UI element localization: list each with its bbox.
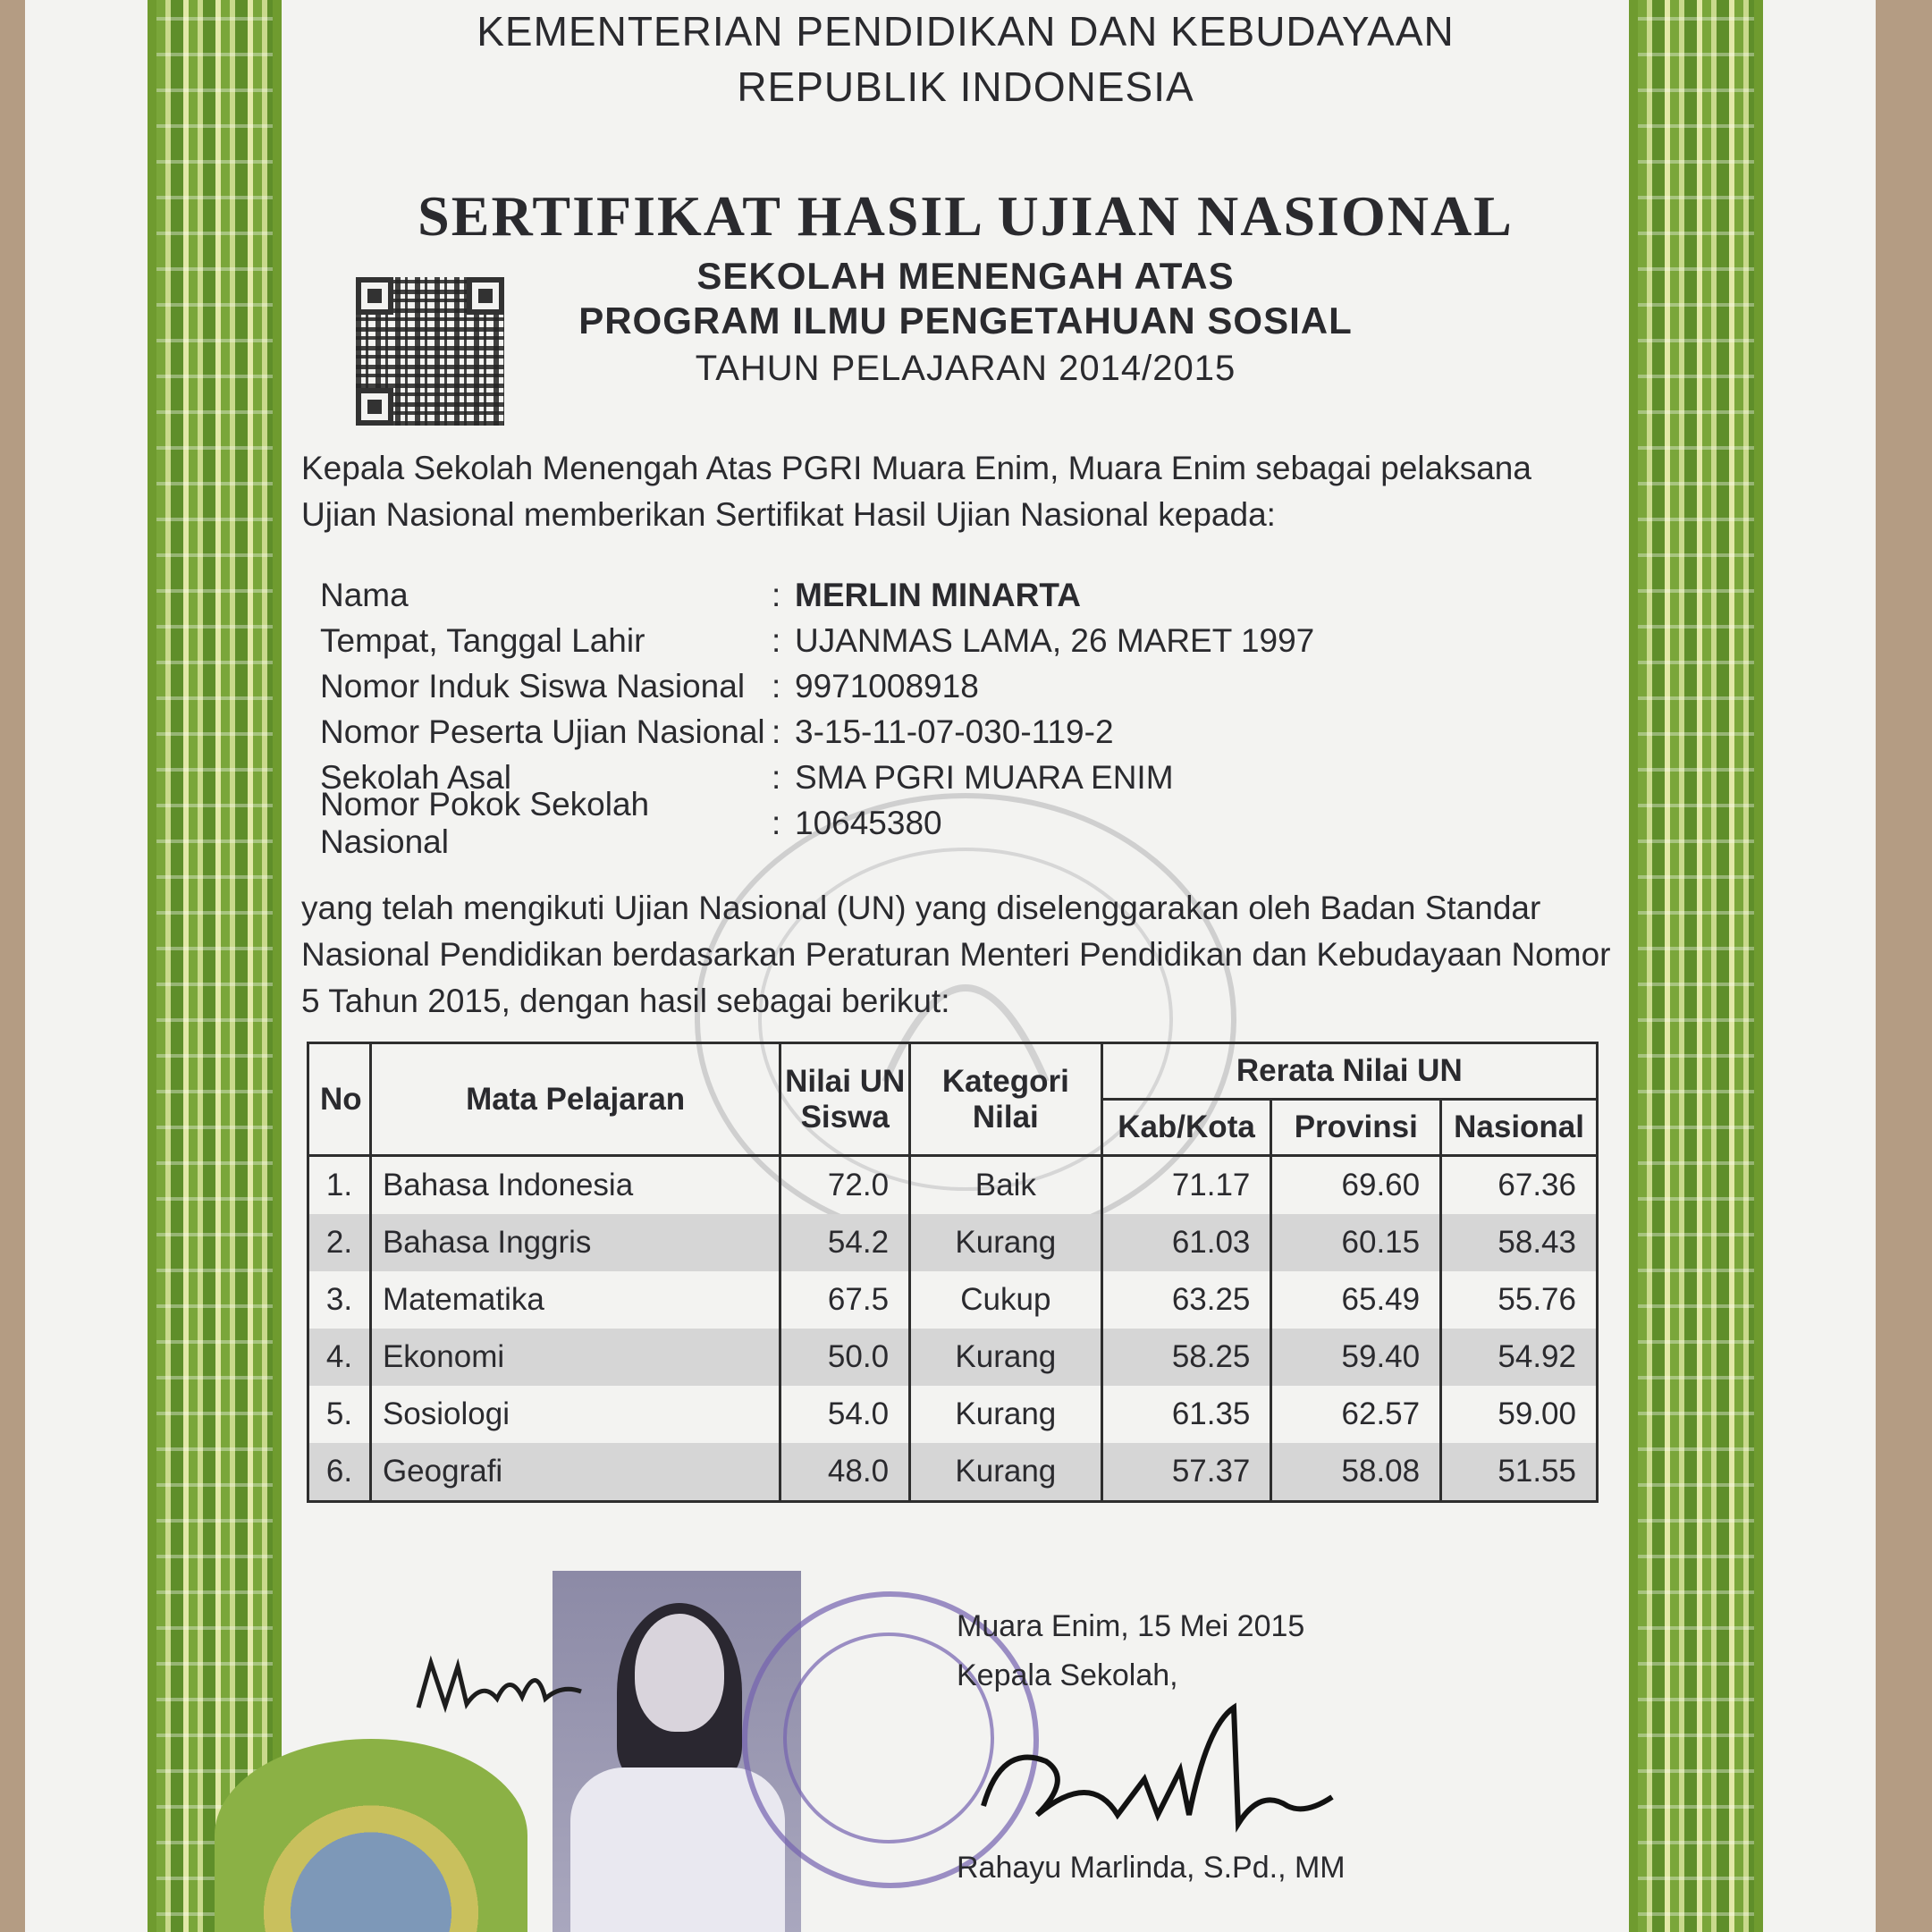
signer-role: Kepala Sekolah,	[957, 1658, 1178, 1692]
npsn-value: 10645380	[795, 804, 942, 841]
student-signature	[411, 1645, 590, 1725]
field-colon: :	[772, 758, 781, 796]
cell-category: Kurang	[910, 1386, 1102, 1443]
cell-nas: 59.00	[1441, 1386, 1598, 1443]
study-program: PROGRAM ILMU PENGETAHUAN SOSIAL	[578, 300, 1353, 342]
field-label: Tempat, Tanggal Lahir	[320, 621, 645, 659]
cell-prov: 65.49	[1271, 1271, 1441, 1329]
cell-no: 1.	[308, 1156, 371, 1215]
field-colon: :	[772, 667, 781, 704]
cell-score: 67.5	[780, 1271, 910, 1329]
cell-kab: 63.25	[1101, 1271, 1271, 1329]
field-row-name	[320, 572, 1314, 618]
table-row	[308, 1386, 1598, 1443]
cell-category: Kurang	[910, 1329, 1102, 1386]
col-header-subject: Mata Pelajaran	[370, 1043, 780, 1156]
table-row	[308, 1214, 1598, 1271]
cell-nas: 51.55	[1441, 1443, 1598, 1502]
cell-subject: Geografi	[370, 1443, 780, 1502]
cell-prov: 60.15	[1271, 1214, 1441, 1271]
ministry-line-2: REPUBLIK INDONESIA	[737, 63, 1194, 110]
cell-subject: Matematika	[370, 1271, 780, 1329]
cell-subject: Ekonomi	[370, 1329, 780, 1386]
ministry-line-1: KEMENTERIAN PENDIDIKAN DAN KEBUDAYAAN	[477, 8, 1455, 55]
field-colon: :	[772, 804, 781, 841]
signer-name: Rahayu Marlinda, S.Pd., MM	[957, 1851, 1346, 1885]
table-row	[308, 1156, 1598, 1215]
col-header-average-group: Rerata Nilai UN	[1101, 1043, 1597, 1100]
field-colon: :	[772, 576, 781, 613]
hologram-seal	[215, 1739, 527, 1932]
exam-number-value: 3-15-11-07-030-119-2	[795, 713, 1114, 750]
col-header-provinsi: Provinsi	[1271, 1100, 1441, 1156]
cell-no: 4.	[308, 1329, 371, 1386]
intro-paragraph: Kepala Sekolah Menengah Atas PGRI Muara Enim, Muara Enim sebagai pelaksana Ujian Nasional memberikan Sertifikat Hasil Ujian Nasional kepada:	[301, 450, 1531, 533]
field-row-npsn	[320, 785, 1314, 860]
cell-kab: 57.37	[1101, 1443, 1271, 1502]
cell-nas: 55.76	[1441, 1271, 1598, 1329]
col-header-kab-kota: Kab/Kota	[1101, 1100, 1271, 1156]
cell-no: 2.	[308, 1214, 371, 1271]
cell-subject: Bahasa Inggris	[370, 1214, 780, 1271]
cell-nas: 54.92	[1441, 1329, 1598, 1386]
cell-category: Kurang	[910, 1214, 1102, 1271]
field-row-nisn	[320, 663, 1314, 709]
cell-kab: 58.25	[1101, 1329, 1271, 1386]
cell-category: Kurang	[910, 1443, 1102, 1502]
cell-score: 50.0	[780, 1329, 910, 1386]
birth-place-date: UJANMAS LAMA, 26 MARET 1997	[795, 621, 1315, 659]
cell-prov: 69.60	[1271, 1156, 1441, 1215]
cell-score: 72.0	[780, 1156, 910, 1215]
qr-finder-bottom-left	[356, 388, 393, 426]
cell-kab: 61.03	[1101, 1214, 1271, 1271]
qr-finder-top-right	[467, 277, 504, 315]
field-row-birth	[320, 618, 1314, 663]
cell-subject: Bahasa Indonesia	[370, 1156, 780, 1215]
cell-score: 48.0	[780, 1443, 910, 1502]
col-header-category: Kategori Nilai	[910, 1043, 1102, 1156]
cell-score: 54.2	[780, 1214, 910, 1271]
field-label: Nama	[320, 576, 409, 613]
student-details	[320, 572, 1315, 860]
cell-prov: 58.08	[1271, 1443, 1441, 1502]
results-intro-paragraph: yang telah mengikuti Ujian Nasional (UN) yang diselenggarakan oleh Badan Standar Nasional Pendidikan berdasarkan Peraturan Menteri Pendidikan dan Kebudayaan Nomor 5 Tahun 2015, dengan hasil sebagai berikut:	[301, 890, 1611, 1019]
field-label: Nomor Induk Siswa Nasional	[320, 667, 746, 704]
table-row	[308, 1329, 1598, 1386]
table-row	[308, 1443, 1598, 1502]
certificate-title: SERTIFIKAT HASIL UJIAN NASIONAL	[418, 184, 1514, 248]
principal-signature	[966, 1690, 1341, 1869]
cell-prov: 59.40	[1271, 1329, 1441, 1386]
qr-finder-top-left	[356, 277, 393, 315]
school-level: SEKOLAH MENENGAH ATAS	[696, 255, 1235, 297]
qr-code	[356, 277, 504, 426]
field-label: Nomor Pokok Sekolah Nasional	[320, 785, 650, 860]
col-header-score: Nilai UN Siswa	[780, 1043, 910, 1156]
field-colon: :	[772, 713, 781, 750]
field-label: Nomor Peserta Ujian Nasional	[320, 713, 765, 750]
cell-kab: 71.17	[1101, 1156, 1271, 1215]
cell-no: 3.	[308, 1271, 371, 1329]
cell-category: Cukup	[910, 1271, 1102, 1329]
cell-kab: 61.35	[1101, 1386, 1271, 1443]
cell-category: Baik	[910, 1156, 1102, 1215]
nisn-value: 9971008918	[795, 667, 979, 704]
school-value: SMA PGRI MUARA ENIM	[795, 758, 1174, 796]
cell-subject: Sosiologi	[370, 1386, 780, 1443]
cell-no: 5.	[308, 1386, 371, 1443]
academic-year: TAHUN PELAJARAN 2014/2015	[695, 349, 1236, 388]
col-header-no: No	[308, 1043, 371, 1156]
student-name: MERLIN MINARTA	[795, 576, 1081, 613]
field-colon: :	[772, 621, 781, 659]
photo-face	[635, 1614, 724, 1732]
field-row-exam-number	[320, 709, 1314, 755]
exam-results-table	[307, 1042, 1599, 1503]
cell-nas: 67.36	[1441, 1156, 1598, 1215]
table-row	[308, 1271, 1598, 1329]
field-label: Sekolah Asal	[320, 758, 511, 796]
cell-no: 6.	[308, 1443, 371, 1502]
cell-nas: 58.43	[1441, 1214, 1598, 1271]
place-date: Muara Enim, 15 Mei 2015	[957, 1609, 1305, 1643]
cell-prov: 62.57	[1271, 1386, 1441, 1443]
col-header-nasional: Nasional	[1441, 1100, 1598, 1156]
cell-score: 54.0	[780, 1386, 910, 1443]
